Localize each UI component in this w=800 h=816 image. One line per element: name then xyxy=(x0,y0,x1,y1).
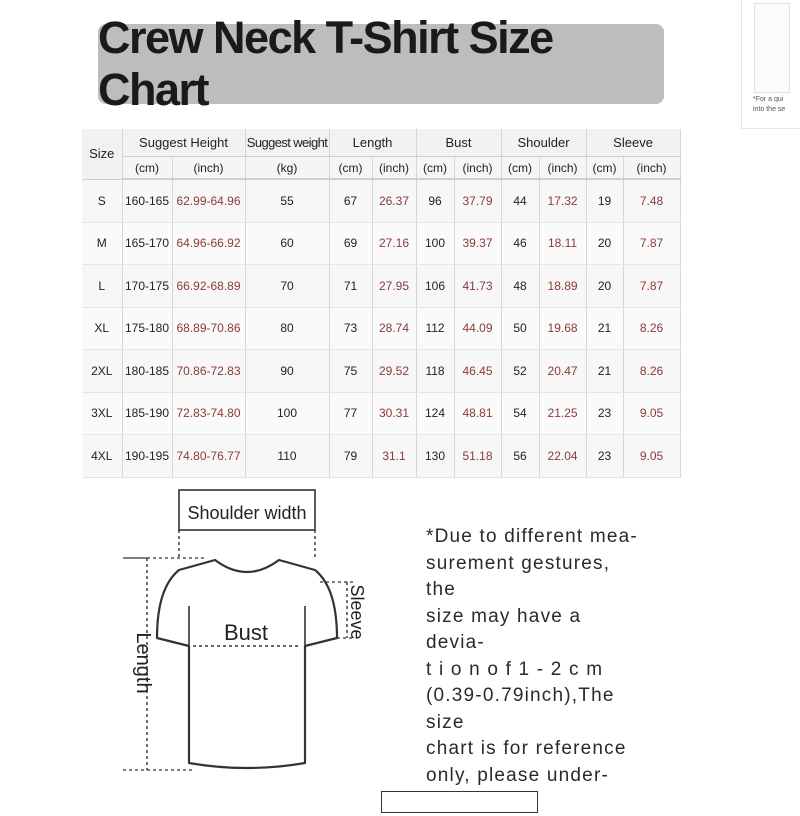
table-cell: 48 xyxy=(501,265,539,308)
table-cell: 112 xyxy=(416,307,454,350)
table-cell: 77 xyxy=(329,392,372,435)
table-cell: 67 xyxy=(329,179,372,222)
table-cell: 46 xyxy=(501,222,539,265)
table-cell: 9.05 xyxy=(623,392,680,435)
table-row xyxy=(82,265,680,308)
table-cell: 60 xyxy=(245,222,329,265)
table-cell: 20.47 xyxy=(539,350,586,393)
table-cell: 75 xyxy=(329,350,372,393)
table-cell: 165-170 xyxy=(122,222,172,265)
table-row xyxy=(82,179,680,222)
table-cell: 21 xyxy=(586,350,623,393)
table-row xyxy=(82,222,680,265)
table-cell: 106 xyxy=(416,265,454,308)
table-cell: 56 xyxy=(501,435,539,478)
size-cell: 3XL xyxy=(82,392,122,435)
table-cell: 21 xyxy=(586,307,623,350)
unit-sleeve-inch: (inch) xyxy=(623,157,680,180)
header-size: Size xyxy=(82,129,122,179)
unit-length-inch: (inch) xyxy=(372,157,416,180)
length-label: Length xyxy=(132,632,154,694)
table-cell: 79 xyxy=(329,435,372,478)
table-cell: 30.31 xyxy=(372,392,416,435)
title-banner xyxy=(98,12,664,115)
table-cell: 37.79 xyxy=(454,179,501,222)
table-cell: 68.89-70.86 xyxy=(172,307,245,350)
table-cell: 50 xyxy=(501,307,539,350)
table-row xyxy=(82,350,680,393)
measurement-note: *Due to different mea- surement gestures, the size may have a devia- t i o n o f 1 - 2 c m (0.39-0.79inch),The size chart is for reference only, please under- xyxy=(426,526,638,786)
table-cell: 39.37 xyxy=(454,222,501,265)
side-preview-note: *For a qui into the se xyxy=(753,96,786,113)
size-cell: L xyxy=(82,265,122,308)
table-cell: 185-190 xyxy=(122,392,172,435)
header-bust: Bust xyxy=(416,129,501,157)
unit-shoulder-cm: (cm) xyxy=(501,157,539,180)
header-suggest-weight: Suggest weight xyxy=(245,129,329,157)
table-cell: 70 xyxy=(245,265,329,308)
table-cell: 31.1 xyxy=(372,435,416,478)
unit-height-inch: (inch) xyxy=(172,157,245,180)
table-cell: 54 xyxy=(501,392,539,435)
size-cell: 4XL xyxy=(82,435,122,478)
table-cell: 190-195 xyxy=(122,435,172,478)
table-cell: 170-175 xyxy=(122,265,172,308)
unit-bust-inch: (inch) xyxy=(454,157,501,180)
table-cell: 41.73 xyxy=(454,265,501,308)
table-cell: 118 xyxy=(416,350,454,393)
size-cell: XL xyxy=(82,307,122,350)
table-cell: 7.87 xyxy=(623,222,680,265)
size-cell: 2XL xyxy=(82,350,122,393)
unit-shoulder-inch: (inch) xyxy=(539,157,586,180)
table-cell: 100 xyxy=(416,222,454,265)
table-cell: 51.18 xyxy=(454,435,501,478)
table-cell: 80 xyxy=(245,307,329,350)
table-row xyxy=(82,307,680,350)
table-cell: 18.11 xyxy=(539,222,586,265)
header-sleeve: Sleeve xyxy=(586,129,680,157)
table-cell: 18.89 xyxy=(539,265,586,308)
table-cell: 44.09 xyxy=(454,307,501,350)
table-row xyxy=(82,435,680,478)
header-length: Length xyxy=(329,129,416,157)
table-cell: 44 xyxy=(501,179,539,222)
bust-label: Bust xyxy=(223,620,269,645)
table-cell: 90 xyxy=(245,350,329,393)
side-preview-card[interactable] xyxy=(741,0,800,129)
unit-sleeve-cm: (cm) xyxy=(586,157,623,180)
table-cell: 19.68 xyxy=(539,307,586,350)
table-cell: 23 xyxy=(586,392,623,435)
tshirt-measurement-diagram xyxy=(115,488,375,778)
table-cell: 70.86-72.83 xyxy=(172,350,245,393)
unit-height-cm: (cm) xyxy=(122,157,172,180)
table-row xyxy=(82,392,680,435)
table-cell: 52 xyxy=(501,350,539,393)
unit-bust-cm: (cm) xyxy=(416,157,454,180)
size-chart-table xyxy=(82,129,681,478)
table-cell: 72.83-74.80 xyxy=(172,392,245,435)
table-cell: 19 xyxy=(586,179,623,222)
table-cell: 180-185 xyxy=(122,350,172,393)
header-suggest-height: Suggest Height xyxy=(122,129,245,157)
page-title: Crew Neck T-Shirt Size Chart xyxy=(98,12,553,115)
table-cell: 71 xyxy=(329,265,372,308)
tshirt-outline xyxy=(157,560,337,768)
table-cell: 160-165 xyxy=(122,179,172,222)
table-header-row xyxy=(82,129,680,157)
bottom-partial-button[interactable] xyxy=(381,791,538,813)
unit-length-cm: (cm) xyxy=(329,157,372,180)
header-shoulder: Shoulder xyxy=(501,129,586,157)
table-cell: 96 xyxy=(416,179,454,222)
table-cell: 124 xyxy=(416,392,454,435)
table-cell: 20 xyxy=(586,265,623,308)
table-cell: 9.05 xyxy=(623,435,680,478)
table-cell: 28.74 xyxy=(372,307,416,350)
shoulder-width-label: Shoulder width xyxy=(187,503,307,523)
table-cell: 27.95 xyxy=(372,265,416,308)
table-cell: 17.32 xyxy=(539,179,586,222)
table-unit-row xyxy=(82,157,680,180)
table-cell: 20 xyxy=(586,222,623,265)
table-cell: 73 xyxy=(329,307,372,350)
table-cell: 74.80-76.77 xyxy=(172,435,245,478)
table-cell: 130 xyxy=(416,435,454,478)
table-cell: 46.45 xyxy=(454,350,501,393)
table-cell: 22.04 xyxy=(539,435,586,478)
table-cell: 8.26 xyxy=(623,350,680,393)
size-cell: S xyxy=(82,179,122,222)
table-cell: 175-180 xyxy=(122,307,172,350)
table-cell: 7.87 xyxy=(623,265,680,308)
size-cell: M xyxy=(82,222,122,265)
table-cell: 64.96-66.92 xyxy=(172,222,245,265)
table-cell: 69 xyxy=(329,222,372,265)
table-cell: 26.37 xyxy=(372,179,416,222)
table-cell: 66.92-68.89 xyxy=(172,265,245,308)
table-cell: 62.99-64.96 xyxy=(172,179,245,222)
table-cell: 29.52 xyxy=(372,350,416,393)
table-cell: 48.81 xyxy=(454,392,501,435)
table-cell: 27.16 xyxy=(372,222,416,265)
table-cell: 23 xyxy=(586,435,623,478)
table-cell: 7.48 xyxy=(623,179,680,222)
table-cell: 21.25 xyxy=(539,392,586,435)
table-cell: 100 xyxy=(245,392,329,435)
table-cell: 110 xyxy=(245,435,329,478)
table-cell: 55 xyxy=(245,179,329,222)
side-preview-thumbnail[interactable] xyxy=(754,3,790,93)
unit-weight-kg: (kg) xyxy=(245,157,329,180)
sleeve-label: Sleeve xyxy=(347,584,367,640)
table-cell: 8.26 xyxy=(623,307,680,350)
